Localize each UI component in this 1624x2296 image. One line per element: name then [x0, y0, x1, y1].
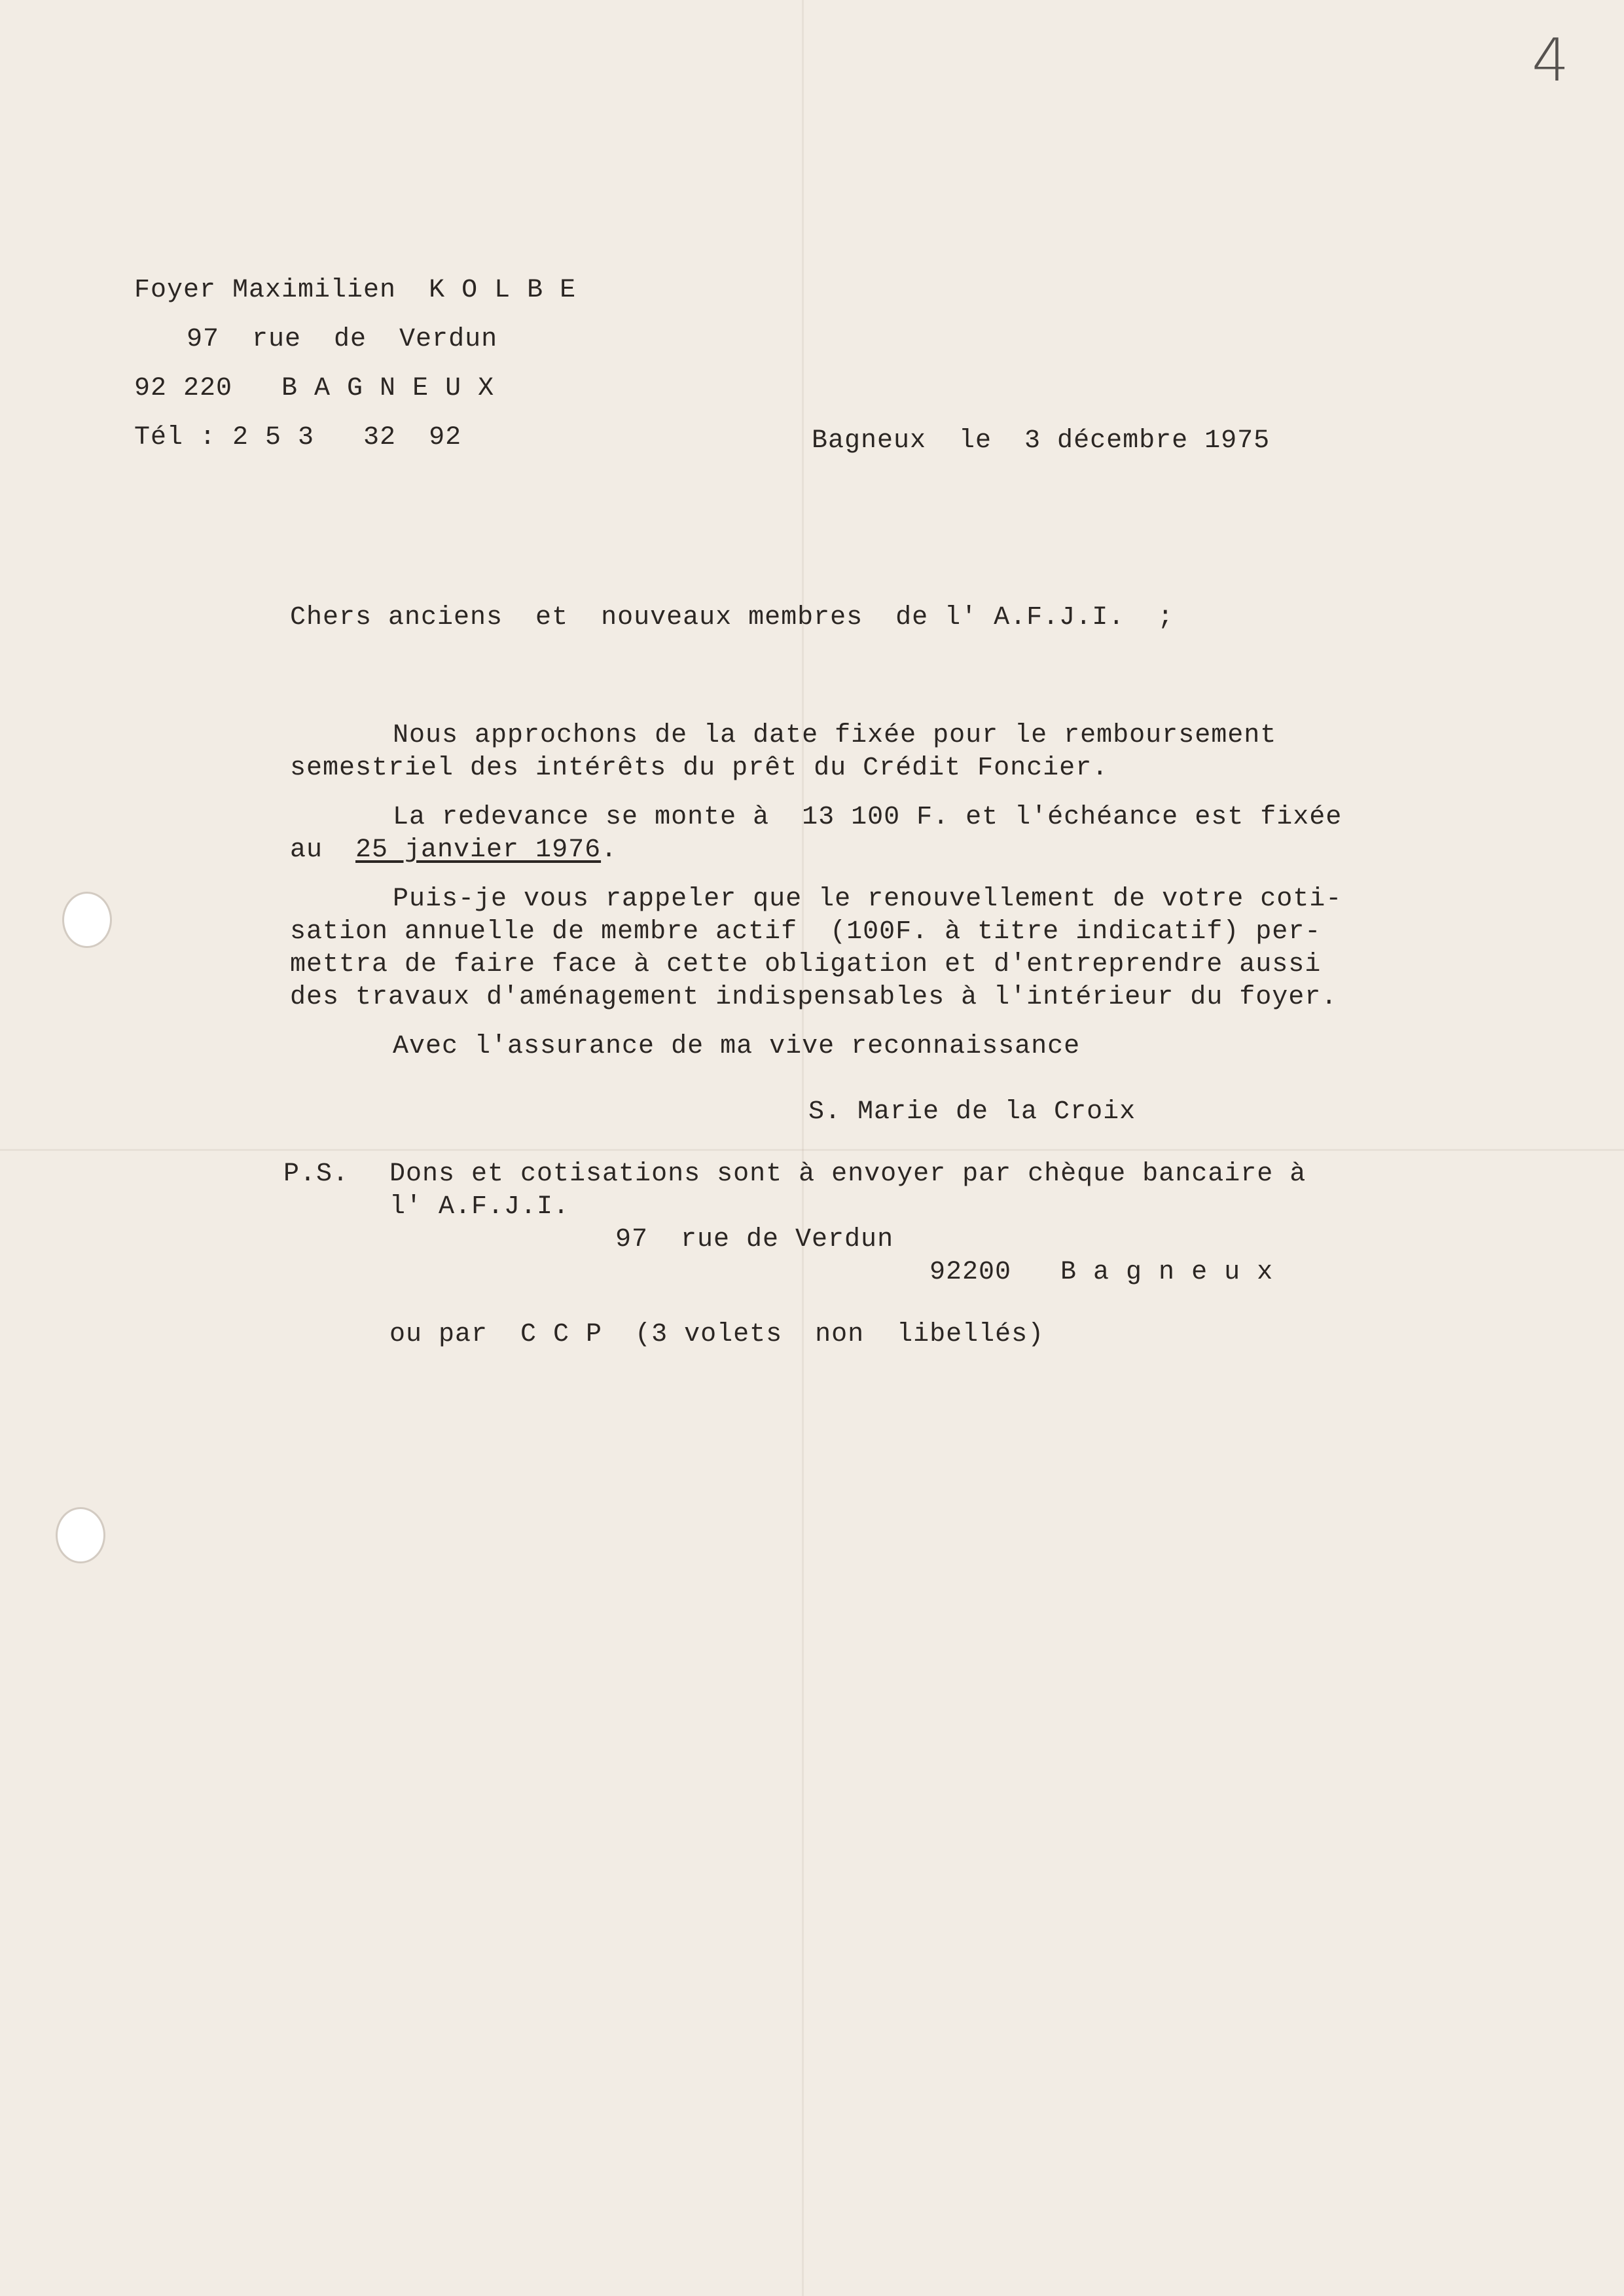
body-p1-line1: Nous approchons de la date fixée pour le remboursement [393, 721, 1277, 750]
ps-line3: 97 rue de Verdun [615, 1225, 894, 1254]
ps-label: P.S. [283, 1159, 350, 1189]
ps-line5: ou par C C P (3 volets non libellés) [389, 1320, 1045, 1349]
sender-street: 97 rue de Verdun [187, 325, 498, 354]
ps-line4: 92200 B a g n e u x [929, 1258, 1274, 1287]
body-p2-line1: La redevance se monte à 13 100 F. et l'échéance est fixée [393, 803, 1343, 832]
signature: S. Marie de la Croix [808, 1097, 1136, 1127]
ps-line1: Dons et cotisations sont à envoyer par chèque bancaire à [389, 1159, 1307, 1189]
punch-hole-bottom [58, 1509, 103, 1561]
body-p3-line2: sation annuelle de membre actif (100F. à titre indicatif) per- [290, 917, 1322, 947]
salutation: Chers anciens et nouveaux membres de l' A.F.J.I. ; [290, 603, 1174, 632]
closing-line: Avec l'assurance de ma vive reconnaissance [393, 1032, 1081, 1061]
body-p2-line2 [290, 835, 617, 866]
date-line: Bagneux le 3 décembre 1975 [812, 426, 1271, 456]
sender-phone: Tél : 2 5 3 32 92 [134, 423, 462, 452]
body-p2-prefix: au [290, 835, 356, 865]
body-p3-line4: des travaux d'aménagement indispensables à l'intérieur du foyer. [290, 983, 1338, 1012]
fold-line-horizontal [0, 1149, 1624, 1151]
sender-name: Foyer Maximilien K O L B E [134, 276, 577, 305]
body-p1-line2: semestriel des intérêts du prêt du Crédit Foncier. [290, 754, 1109, 783]
fold-line-vertical [802, 0, 804, 2296]
body-p3-line1: Puis-je vous rappeler que le renouvellement de votre coti- [393, 884, 1343, 914]
sender-city: 92 220 B A G N E U X [134, 374, 495, 403]
ps-line2: l' A.F.J.I. [389, 1192, 570, 1222]
punch-hole-top [64, 894, 110, 946]
body-p2-suffix: . [601, 835, 618, 865]
page-number: 4 [1532, 26, 1570, 95]
body-p3-line3: mettra de faire face à cette obligation et d'entreprendre aussi [290, 950, 1322, 979]
due-date: 25 janvier 1976 [355, 835, 602, 865]
